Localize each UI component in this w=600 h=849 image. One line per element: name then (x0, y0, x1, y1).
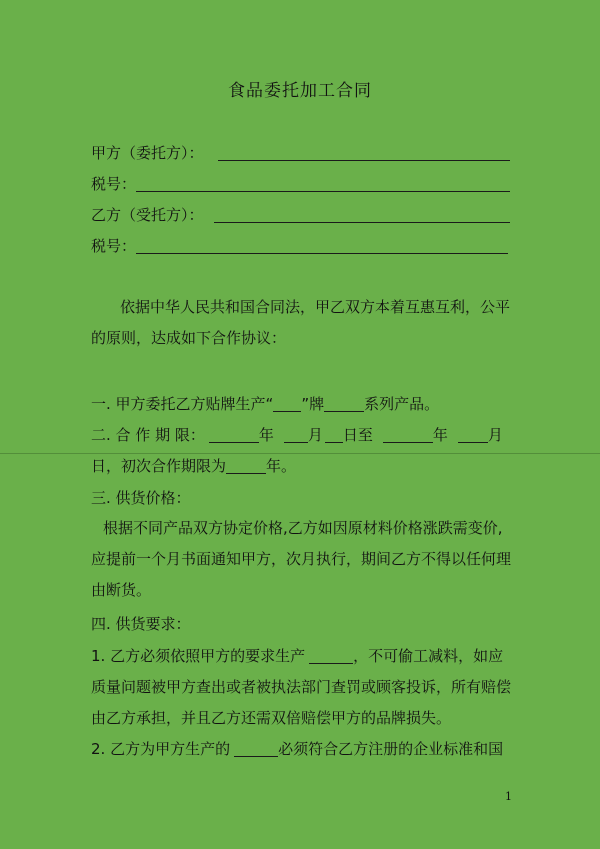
clause-1-text-a: 一. 甲方委托乙方贴牌生产“ (91, 395, 274, 413)
end-year-blank[interactable] (383, 428, 433, 443)
month-label-2: 月 (487, 426, 503, 444)
month-label-1: 月 (307, 426, 323, 444)
clause-4-heading: 四. 供货要求： (91, 615, 191, 633)
page-fold-line (0, 453, 600, 454)
start-month-blank[interactable] (284, 428, 308, 443)
clause-4-item-1-line-1 (91, 646, 503, 666)
clause-1-text-b: ”牌 (301, 395, 325, 413)
start-day-blank[interactable] (325, 428, 343, 443)
product-blank[interactable] (234, 742, 278, 757)
party-b-tax-line[interactable] (136, 253, 508, 254)
production-blank[interactable] (309, 649, 353, 664)
clause-4-item-2-text-b: 必须符合乙方注册的企业标准和国 (278, 740, 504, 758)
clause-4-item-1-line-2: 质量问题被甲方查出或者被执法部门查罚或顾客投诉，所有赔偿 (91, 678, 512, 696)
clause-4-item-2-line-1 (91, 739, 503, 759)
start-year-blank[interactable] (209, 428, 259, 443)
clause-4-item-1-text-a: 1. 乙方必须依照甲方的要求生产 (91, 647, 306, 665)
day-label-1: 日至 (342, 426, 373, 444)
clause-3-line-2: 应提前一个月书面通知甲方，次月执行，期间乙方不得以任何理 (91, 550, 512, 568)
series-blank[interactable] (324, 397, 364, 412)
party-a-line[interactable] (218, 160, 510, 161)
clause-1 (91, 394, 439, 414)
party-b-line[interactable] (214, 222, 510, 223)
document-title: 食品委托加工合同 (228, 81, 372, 101)
clause-2-line-1 (91, 425, 503, 445)
clause-2-line-2 (91, 456, 296, 476)
party-a-tax-label: 税号： (91, 175, 137, 193)
clause-4-item-2-text-a: 2. 乙方为甲方生产的 (91, 740, 231, 758)
clause-1-text-c: 系列产品。 (364, 395, 440, 413)
party-a-label: 甲方（委托方）： (91, 144, 204, 162)
clause-3-heading: 三. 供货价格： (91, 489, 191, 507)
term-years-blank[interactable] (226, 459, 266, 474)
clause-3-line-1: 根据不同产品双方协定价格,乙方如因原材料价格涨跌需变价, (103, 519, 503, 537)
clause-2-text-a: 二. 合 作 期 限： (91, 426, 205, 444)
party-b-tax-label: 税号： (91, 237, 137, 255)
clause-4-item-1-line-3: 由乙方承担，并且乙方还需双倍赔偿甲方的品牌损失。 (91, 709, 452, 727)
clause-4-item-1-text-b: ，不可偷工减料，如应 (353, 647, 504, 665)
clause-3-line-3: 由断货。 (91, 581, 152, 599)
party-a-tax-line[interactable] (136, 191, 510, 192)
clause-2-text-line2a: 日，初次合作期限为 (91, 457, 227, 475)
intro-line-1: 依据中华人民共和国合同法，甲乙双方本着互惠互利，公平 (120, 298, 511, 316)
party-b-label: 乙方（受托方）： (91, 206, 204, 224)
brand-blank[interactable] (273, 397, 301, 412)
page-number: 1 (505, 790, 512, 803)
intro-line-2: 的原则，达成如下合作协议： (91, 329, 287, 347)
year-label-2: 年 (432, 426, 448, 444)
end-month-blank[interactable] (458, 428, 488, 443)
clause-2-text-line2b: 年。 (266, 457, 297, 475)
year-label-1: 年 (258, 426, 274, 444)
